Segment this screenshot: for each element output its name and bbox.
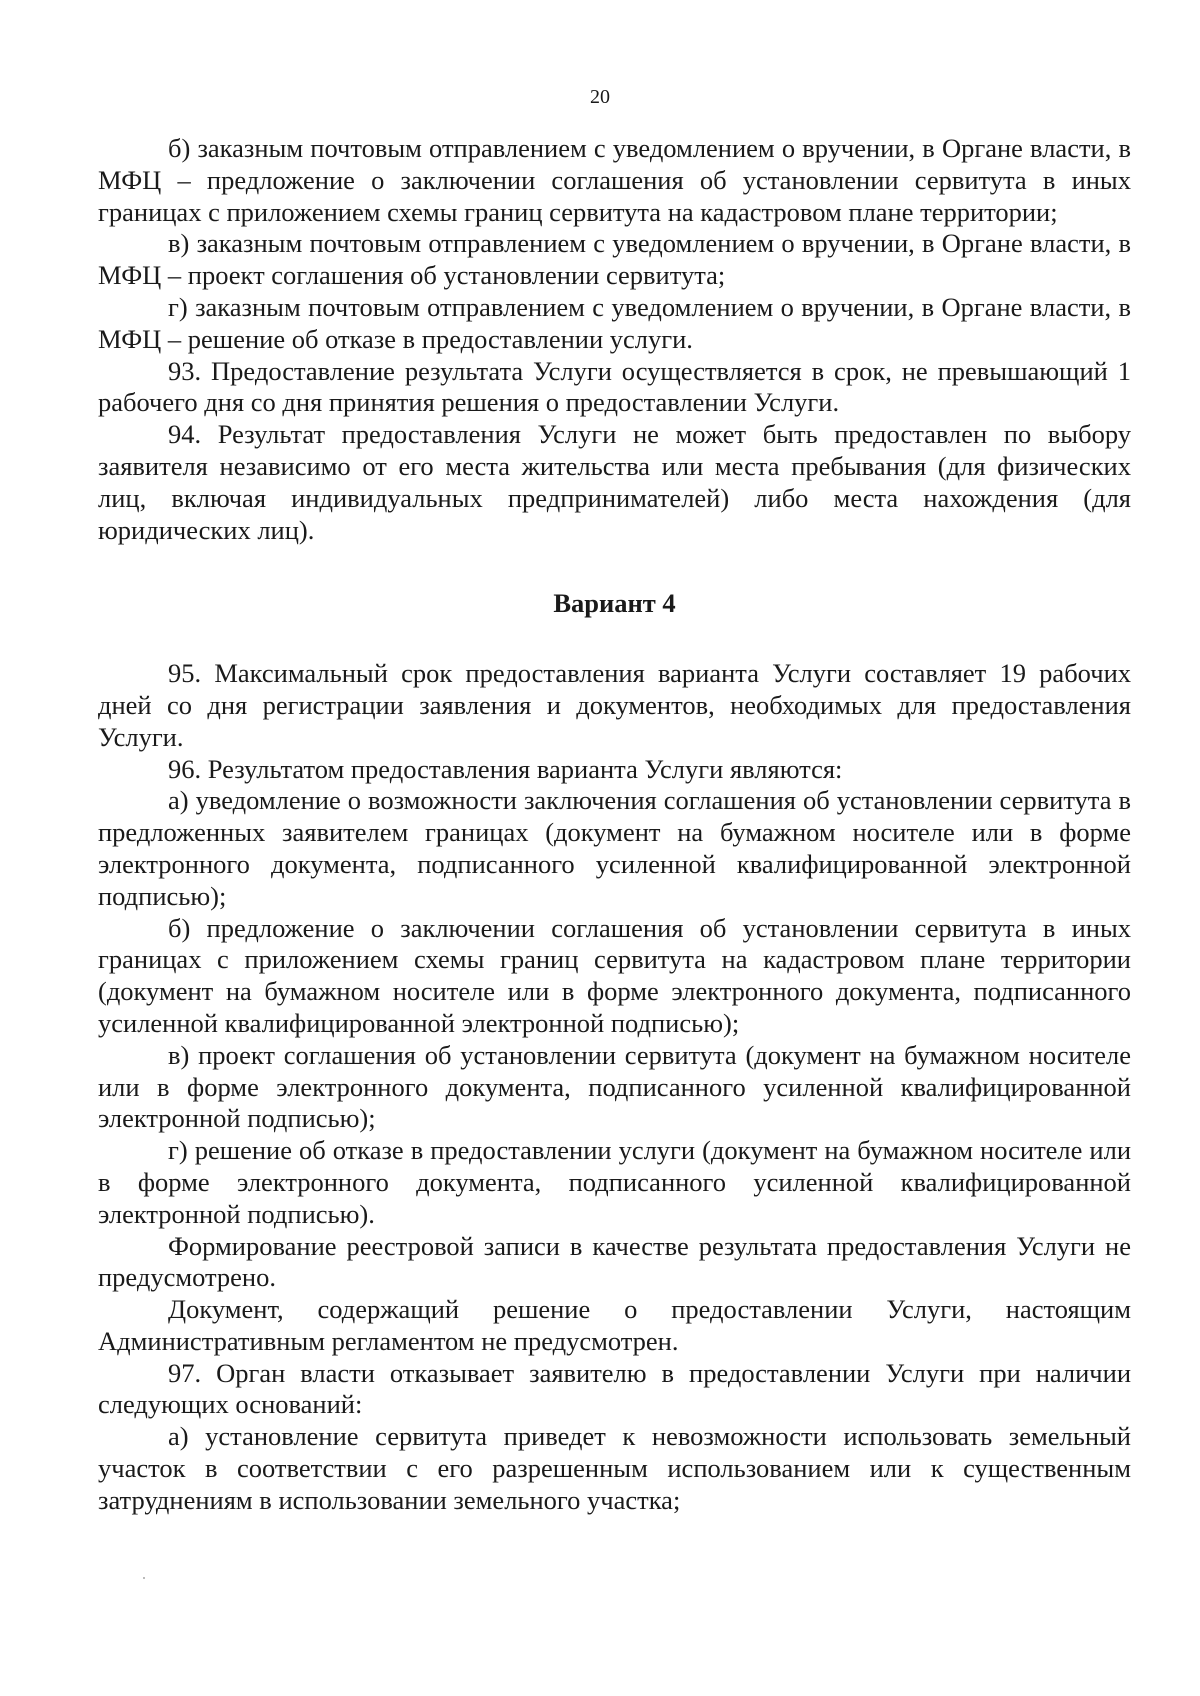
paragraph: 96. Результатом предоставления варианта Услуги являются: — [168, 753, 843, 784]
paragraph: 94. Результат предоставления Услуги не может быть предоставлен по выбору заявителя независимо от его места жительства или места пребывания (для физических лиц, включая индивидуальных предпринимателей) либо места нахождения (для юридических лиц). — [98, 419, 1131, 545]
paragraph: Документ, содержащий решение о предоставлении Услуги, настоящим Административным регламентом не предусмотрен. — [98, 1294, 1131, 1356]
paragraph: г) заказным почтовым отправлением с уведомлением о вручении, в Органе власти, в МФЦ – решение об отказе в предоставлении услуги. — [98, 291, 1131, 354]
paragraph: б) предложение о заключении соглашения об установлении сервитута в иных границах с приложением схемы границ сервитута на кадастровом плане территории (документ на бумажном носителе или в форме электронного документа, подписанного усиленной квалифицированной электронной подписью); — [98, 912, 1131, 1038]
paragraph: а) уведомление о возможности заключения соглашения об установлении сервитута в предложенных заявителем границах (документ на бумажном носителе или в форме электронного документа, подписанного усиленной квалифицированной электронной подписью); — [98, 785, 1131, 911]
paragraph: в) проект соглашения об установлении сервитута (документ на бумажном носителе или в форме электронного документа, подписанного усиленной квалифицированной электронной подписью); — [98, 1039, 1131, 1134]
section-title: Вариант 4 — [553, 588, 676, 619]
page-number: 20 — [590, 86, 610, 108]
paragraph: 97. Орган власти отказывает заявителю в предоставлении Услуги при наличии следующих оснований: — [98, 1357, 1131, 1420]
paragraph: в) заказным почтовым отправлением с уведомлением о вручении, в Органе власти, в МФЦ – проект соглашения об установлении сервитута; — [98, 228, 1131, 291]
paragraph: 95. Максимальный срок предоставления варианта Услуги составляет 19 рабочих дней со дня регистрации заявления и документов, необходимых для предоставления Услуги. — [98, 658, 1131, 752]
paragraph: 93. Предоставление результата Услуги осуществляется в срок, не превышающий 1 рабочего дня со дня принятия решения о предоставлении Услуги. — [98, 355, 1131, 418]
paragraph: а) установление сервитута приведет к невозможности использовать земельный участок в соответствии с его разрешенным использованием или к существенным затруднениям в использовании земельного участка; — [98, 1421, 1131, 1515]
paragraph: г) решение об отказе в предоставлении услуги (документ на бумажном носителе или в форме электронного документа, подписанного усиленной квалифицированной электронной подписью). — [98, 1135, 1131, 1229]
scan-speck — [143, 1577, 145, 1579]
document-body — [98, 133, 1131, 1517]
paragraph: Формирование реестровой записи в качестве результата предоставления Услуги не предусмотрено. — [98, 1230, 1131, 1293]
paragraph: б) заказным почтовым отправлением с уведомлением о вручении, в Органе власти, в МФЦ – предложение о заключении соглашения об установлении сервитута в иных границах с приложением схемы границ сервитута на кадастровом плане территории; — [98, 133, 1131, 227]
